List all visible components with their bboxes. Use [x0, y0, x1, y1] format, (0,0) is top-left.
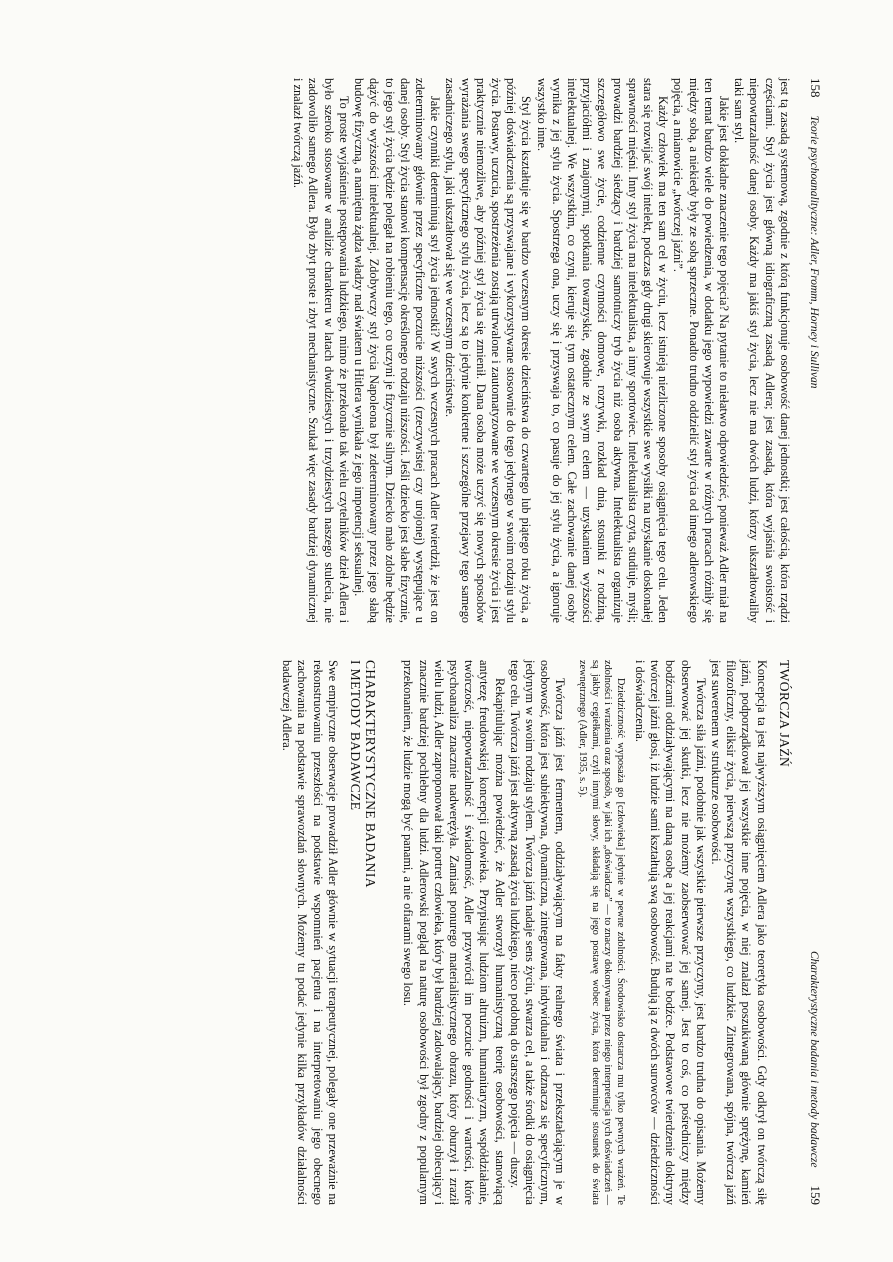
left-running-title: Teorie psychoanalityczne: Adler, Fromm, Horney i Sullivan: [808, 115, 820, 389]
left-running-head: [806, 78, 823, 623]
block-quote: Dziedziczność wyposaża go [człowieka] jedynie w pewne zdolności. Środowisko dostarcza mu tylko pewnych wrażeń. Te zdolności i wrażenia oraz sposób, w jaki ich „doświadcza” — to znaczy dokonywana przez niego interpretacja tych doświadczeń — są jakby cegiełkami, czyli innymi słowy, składają się na jego postawę wobec życia, która determinuje stosunek do świata zewnętrznego (Adler, 1935, s. 5).: [576, 660, 626, 1205]
right-page-number: 159: [808, 1185, 823, 1205]
right-paragraph: Twórcza siła jaźni, podobnie jak wszystkie pierwsze przyczyny, jest bardzo trudna do opisania. Możemy obserwować jej skutki, lecz nie możemy zaobserwować jej samej. Jest to coś, co pośredniczy między bodźcami oddziaływającymi na daną osobę a jej reakcjami na te bodźce. Podstawowe twierdzenie doktryny twórczej jaźni głosi, iż ludzie sami kształtują swą osobowość. Budują ją z dwóch surowców — dziedziczności i doświadczenia.: [632, 660, 708, 1205]
left-paragraph: Każdy człowiek ma ten sam cel w życiu, lecz istnieją niezliczone sposoby osiągnięcia tego celu. Jeden stara się rozwijać swój intelekt, podczas gdy drugi skierowuje wszystkie swe wysiłki na uzyskanie doskonałej sprawności mięśni. Inny styl życia ma intelektualista, a inny sportowiec. Intelektualista czyta, studiuje, myśli; prowadzi bardziej siedzący i bardziej samotniczy tryb życia niż osoba aktywna. Intelektualista organizuje szczegółowo swe życie, codzienne czynności domowe, rozrywki, rozkład dnia, stosunki z rodziną, przyjaciółmi i znajomymi, spotkania towarzyskie, zgodnie ze swym celem — uzyskaniem wyższości intelektualnej. We wszystkim, co czyni, kieruje się tym ostatecznym celem. Całe zachowanie danej osoby wynika z jej stylu życia. Spostrzega ona, uczy się i przyswaja to, co pasuje do jej stylu życia, a ignoruje wszystko inne.: [534, 78, 671, 623]
right-running-title: Charakterystyczne badania i metody badawcze: [808, 950, 820, 1168]
section-title-tworcza-jazn: TWÓRCZA JAŹŃ: [776, 660, 792, 768]
left-paragraph: Jakie czynniki determinują styl życia jednostki? W swych wczesnych pracach Adler twierdził, że jest on zdeterminowany głównie przez specyficzne poczucie niższości (rzeczywistej czy urojonej) występujące u danej osoby. Styl życia stanowi kompensację określonego rodzaju niższości. Jeśli dziecko jest słabe fizycznie, to jego styl życia będzie polegał na robieniu tego, co uczyni je fizycznie silnym. Dziecko mało zdolne będzie dążyć do wyższości intelektualnej. Zdobywczy styl życia Napoleona był zdeterminowany przez jego słabą budowę fizyczną, a namiętna żądza władzy nad światem u Hitlera wynikała z jego impotencji seksualnej.: [352, 78, 443, 623]
left-paragraph: Styl życia kształtuje się w bardzo wczesnym okresie dzieciństwa do czwartego lub piątego roku życia, a później doświadczenia są przyswajane i wykorzystywane stosownie do tego jedynego w swoim rodzaju stylu życia. Postawy, uczucia, spostrzeżenia zostają utrwalone i zautomatyzowane we wczesnym okresie życia i jest praktycznie niemożliwe, aby później styl życia się zmienił. Dana osoba może uczyć się nowych sposobów wyrażania swego specyficznego stylu życia, lecz są to jedynie konkretne i szczególne przejawy tego samego zasadniczego stylu, jaki ukształtował się we wczesnym dzieciństwie.: [443, 78, 534, 623]
right-running-head: [806, 660, 823, 1205]
section-title-line: I METODY BADAWCZE: [347, 660, 363, 811]
left-paragraph: jest tą zasadą systemową, zgodnie z którą funkcjonuje osobowość danej jednostki; jest całością, która rządzi częściami. Styl życia jest główną idiograficzną zasadą Adlera; jest zasadą, która wyjaśnia swoistość i niepowtarzalność danej osoby. Każdy ma jakiś styl życia, lecz nie ma dwóch ludzi, którzy ukształtowaliby taki sam styl.: [732, 78, 792, 623]
right-paragraph: Twórcza jaźń jest fermentem, oddziaływającym na fakty realnego świata i przekształcającym je w osobowość, która jest subiektywna, dynamiczna, zintegrowana, indywidualna i odznacza się specyficznym, jedynym w swoim rodzaju stylem. Twórcza jaźń nadaje sens życiu, stwarza cel, a także środki do osiągnięcia tego celu. Twórcza jaźń jest aktywną zasadą życia ludzkiego, nieco podobną do starszego pojęcia — duszy.: [507, 660, 568, 1205]
right-paragraph: Swe empiryczne obserwacje prowadził Adler głównie w sytuacji terapeutycznej, polegały one przeważnie na rekonstruowaniu przeszłości na podstawie wspomnień pacjenta i na interpretowaniu jego obecnego zachowania na podstawie sprawozdań słownych. Możemy tu podać jedynie kilka przykładów działalności badawczej Adlera.: [280, 660, 340, 1205]
right-paragraph: Rekapitulując można powiedzieć, że Adler stworzył humanistyczną teorię osobowości, stanowiącą antytezę freudowskiej koncepcji człowieka. Przypisując ludziom altruizm, humanitaryzm, współdziałanie, twórczość, niepowtarzalność i świadomość, Adler przywrócił im poczucie godności i wartości, które psychoanaliza znacznie nadwerężyła. Zamiast ponurego materialistycznego obrazu, który oburzył i zraził wielu ludzi, Adler zaproponował taki portret człowieka, który był bardziej zadowalający, bardziej obiecujący i znacznie bardziej pochlebny dla ludzi. Adlerowski pogląd na naturę osobowości był zgodny z popularnym przekonaniem, że ludzie mogą być panami, a nie ofiarami swego losu.: [401, 660, 507, 1205]
section-title-badania: [348, 660, 378, 1205]
right-page: [279, 660, 823, 1205]
left-paragraph: Jakie jest dokładne znaczenie tego pojęcia? Na pytanie to niełatwo odpowiedzieć, ponieważ Adler miał na ten temat bardzo wiele do powiedzenia, w dodatku jego wypowiedzi zawarte w różnych pracach różniły się między sobą, a niekiedy były ze sobą sprzeczne. Ponadto trudno oddzielić styl życia od innego adlerowskiego pojęcia, a mianowicie „twórczej jaźni”.: [671, 78, 731, 623]
left-page: [290, 78, 823, 623]
section-title-line: CHARAKTERYSTYCZNE BADANIA: [363, 660, 379, 888]
left-paragraph: To proste wyjaśnienie postępowania ludzkiego, mimo że przekonało tak wielu czytelników dzieł Adlera i było szeroko stosowane w analizie charakteru w latach dwudziestych i trzydziestych naszego stulecia, nie zadowoliło samego Adlera. Było zbyt proste i zbyt mechanistyczne. Szukał więc zasady bardziej dynamicznej i znalazł twórczą jaźń.: [291, 78, 351, 623]
left-page-number: 158: [808, 78, 823, 98]
right-paragraph: Koncepcja ta jest najwyższym osiągnięciem Adlera jako teoretyka osobowości. Gdy odkrył on twórczą siłę jaźni, podporządkował jej wszystkie inne pojęcia, w niej znalazł poszukiwaną głównie sprężynę, kamień filozoficzny, eliksir życia, pierwszą przyczynę wszystkiego, co ludzkie. Zintegrowana, spójna, twórcza jaźń jest suwerenem w strukturze osobowości.: [708, 660, 769, 1205]
